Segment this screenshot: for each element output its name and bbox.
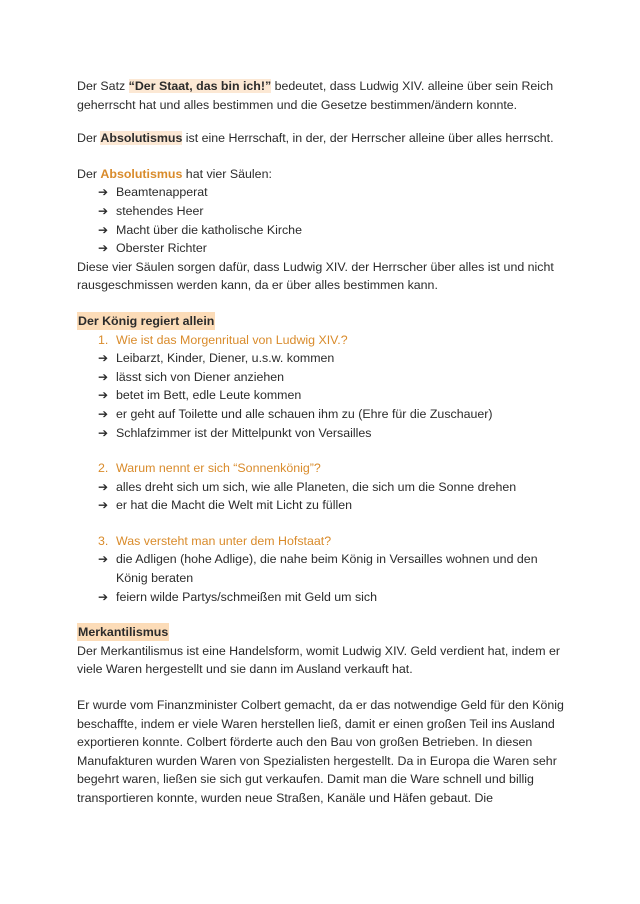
list-item-text: Beamtenapperat bbox=[116, 185, 208, 200]
heading-highlight: Der König regiert allein bbox=[78, 313, 215, 328]
list-item-text: er geht auf Toilette und alle schauen ihm zu (Ehre für die Zuschauer) bbox=[116, 406, 493, 421]
list-item bbox=[98, 496, 567, 515]
question-2 bbox=[77, 459, 567, 478]
question-number: 3. bbox=[98, 533, 109, 548]
list-item-text: alles dreht sich um sich, wie alle Planeten, die sich um die Sonne drehen bbox=[116, 479, 517, 494]
list-item bbox=[98, 386, 567, 405]
quote-highlight: “Der Staat, das bin ich!” bbox=[128, 79, 272, 93]
arrow-icon: ➔ bbox=[98, 388, 109, 403]
list-item-text: er hat die Macht die Welt mit Licht zu füllen bbox=[116, 498, 352, 513]
list-item-text: stehendes Heer bbox=[116, 203, 204, 218]
arrow-icon: ➔ bbox=[98, 185, 109, 200]
paragraph-colbert: Er wurde vom Finanzminister Colbert gemacht, da er das notwendige Geld für den König beschaffte, indem er viele Waren herstellen ließ, damit er einen großen Teil ins Ausland exportieren konnte. Colbert förderte auch den Bau von großen Betrieben. In diesen Manufakturen wurden Waren von Spezialisten hergestellt. Da in Europa die Waren sehr begehrt waren, ließen sie sich gut verkaufen. Damit man die Ware schnell und billig transportieren konnte, wurden neue Straßen, Kanäle und Häfen gebaut. Die bbox=[77, 698, 564, 805]
section-heading-koenig bbox=[77, 312, 567, 331]
list-item bbox=[98, 405, 567, 424]
list-item-text: die Adligen (hohe Adlige), die nahe beim König in Versailles wohnen und den König beraten bbox=[116, 552, 538, 586]
arrow-icon: ➔ bbox=[98, 589, 109, 604]
answer-list-3 bbox=[77, 550, 567, 606]
arrow-icon: ➔ bbox=[98, 241, 109, 256]
text: ist eine Herrschaft, in der, der Herrscher alleine über alles herrscht. bbox=[182, 131, 554, 146]
arrow-icon: ➔ bbox=[98, 222, 109, 237]
term-highlight: Absolutismus bbox=[100, 131, 183, 146]
question-text: Wie ist das Morgenritual von Ludwig XIV.? bbox=[116, 332, 348, 347]
heading-highlight: Merkantilismus bbox=[78, 625, 169, 640]
list-item bbox=[98, 221, 567, 240]
list-item bbox=[98, 478, 567, 497]
section-heading-merkantilismus bbox=[77, 623, 567, 642]
text: hat vier Säulen: bbox=[182, 166, 272, 181]
list-item bbox=[98, 588, 567, 607]
list-item bbox=[98, 424, 567, 443]
question-number: 2. bbox=[98, 461, 109, 476]
answer-list-2 bbox=[77, 478, 567, 515]
paragraph-absolutismus-def bbox=[77, 129, 567, 148]
list-item-text: Macht über die katholische Kirche bbox=[116, 222, 302, 237]
paragraph-saeulen-intro bbox=[77, 165, 567, 184]
arrow-icon: ➔ bbox=[98, 552, 109, 567]
arrow-icon: ➔ bbox=[98, 369, 109, 384]
arrow-icon: ➔ bbox=[98, 425, 109, 440]
arrow-icon: ➔ bbox=[98, 203, 109, 218]
list-item-text: lässt sich von Diener anziehen bbox=[116, 369, 285, 384]
text: Der Satz bbox=[77, 79, 129, 93]
paragraph-staat bbox=[77, 77, 567, 114]
question-number: 1. bbox=[98, 332, 109, 347]
text: Der bbox=[77, 166, 101, 181]
list-item-text: betet im Bett, edle Leute kommen bbox=[116, 388, 302, 403]
question-3 bbox=[77, 532, 567, 551]
paragraph-saeulen-summary: Diese vier Säulen sorgen dafür, dass Ludwig XIV. der Herrscher über alles ist und nicht rausgeschmissen werden kann, da er über alles bestimmen kann. bbox=[77, 259, 554, 293]
saeulen-list bbox=[77, 183, 567, 257]
list-item bbox=[98, 368, 567, 387]
list-item-text: feiern wilde Partys/schmeißen mit Geld um sich bbox=[116, 589, 377, 604]
document-body bbox=[77, 77, 567, 808]
question-text: Warum nennt er sich “Sonnenkönig”? bbox=[116, 461, 321, 476]
arrow-icon: ➔ bbox=[98, 498, 109, 513]
arrow-icon: ➔ bbox=[98, 479, 109, 494]
list-item-text: Leibarzt, Kinder, Diener, u.s.w. kommen bbox=[116, 351, 335, 366]
text: bedeutet, dass Ludwig XIV. alleine über sein Reich geherrscht hat und alles bestimmen und die Gesetze bestimmen/ändern konnte. bbox=[77, 79, 554, 112]
list-item bbox=[98, 183, 567, 202]
question-text: Was versteht man unter dem Hofstaat? bbox=[116, 533, 332, 548]
list-item bbox=[98, 550, 567, 587]
term-orange: Absolutismus bbox=[100, 166, 183, 181]
text: Der bbox=[77, 131, 101, 146]
list-item bbox=[98, 202, 567, 221]
list-item bbox=[98, 349, 567, 368]
list-item bbox=[98, 239, 567, 258]
arrow-icon: ➔ bbox=[98, 351, 109, 366]
list-item-text: Schlafzimmer ist der Mittelpunkt von Versailles bbox=[116, 425, 372, 440]
list-item-text: Oberster Richter bbox=[116, 241, 207, 256]
answer-list-1 bbox=[77, 349, 567, 442]
question-1 bbox=[77, 331, 567, 350]
paragraph-merkantilismus-def: Der Merkantilismus ist eine Handelsform, womit Ludwig XIV. Geld verdient hat, indem er viele Waren hergestellt und sie dann im Ausland verkauft hat. bbox=[77, 643, 560, 677]
arrow-icon: ➔ bbox=[98, 406, 109, 421]
